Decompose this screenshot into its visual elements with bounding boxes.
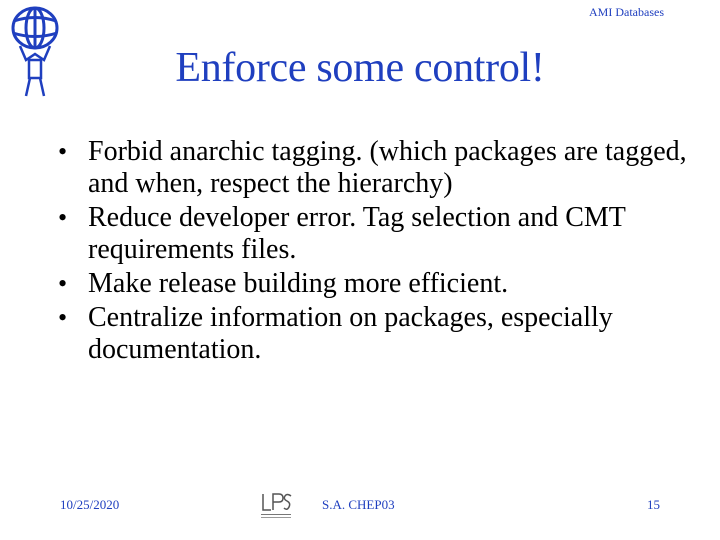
bullet-item bbox=[58, 136, 698, 200]
page-number: 15 bbox=[647, 497, 660, 512]
slide-title: Enforce some control! bbox=[175, 45, 545, 91]
footer-date: 10/25/2020 bbox=[60, 497, 120, 512]
bullet-text: Make release building more efficient. bbox=[88, 268, 509, 299]
bullet-icon: • bbox=[58, 303, 68, 332]
header-label: AMI Databases bbox=[589, 5, 664, 19]
lpsc-logo-icon bbox=[257, 490, 295, 522]
bullet-icon: • bbox=[58, 137, 68, 166]
footer-author: S.A. CHEP03 bbox=[322, 497, 395, 512]
bullet-icon: • bbox=[58, 203, 68, 232]
bullet-icon: • bbox=[58, 269, 68, 298]
bullet-text: Forbid anarchic tagging. (which packages are tagged, and when, respect the hierarchy) bbox=[88, 136, 687, 199]
bullet-text: Centralize information on packages, especially documentation. bbox=[88, 302, 613, 365]
bullet-item bbox=[58, 268, 698, 300]
bullet-list bbox=[58, 136, 698, 368]
bullet-item bbox=[58, 202, 698, 266]
bullet-item bbox=[58, 302, 698, 366]
bullet-text: Reduce developer error. Tag selection and CMT requirements files. bbox=[88, 202, 626, 265]
